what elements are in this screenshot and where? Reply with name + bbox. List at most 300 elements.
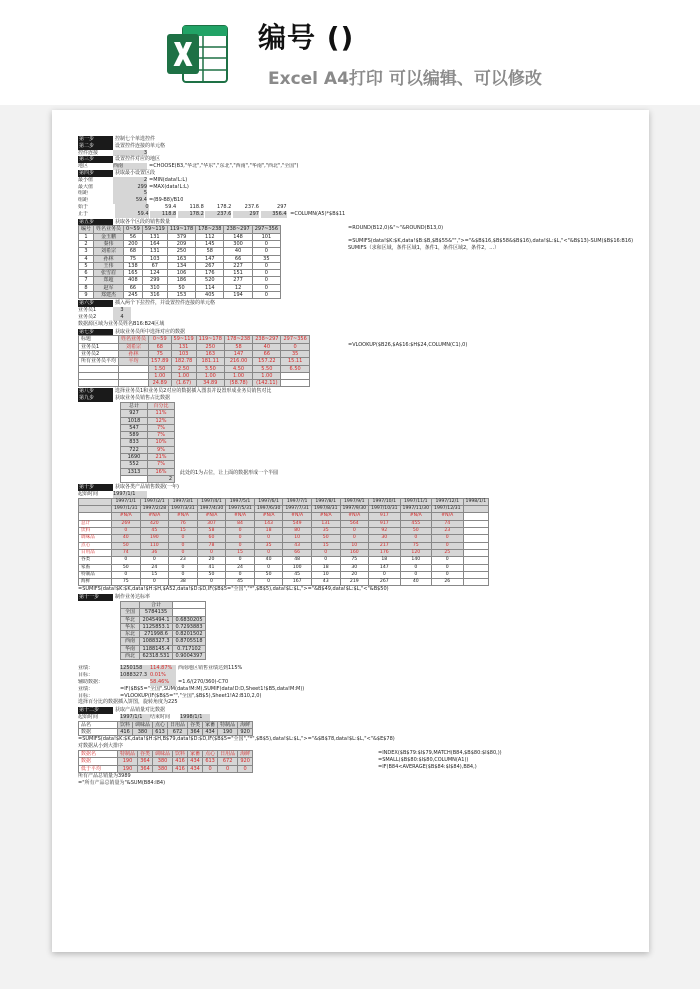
cell: 68 — [149, 343, 172, 350]
cell: 总计 — [121, 402, 148, 409]
cell: 26 — [432, 579, 463, 586]
cell: 0 — [197, 549, 226, 556]
cell: 250 — [167, 248, 195, 255]
cell: 谷类 — [138, 750, 153, 757]
sorted-table — [78, 750, 253, 773]
table-row — [79, 358, 310, 365]
cell: 50 — [167, 284, 195, 291]
cell: 获取各类产品销售数据(一年) — [115, 484, 179, 491]
cell: 1188145.4 — [140, 645, 173, 652]
cell: 低于平均 — [79, 765, 118, 772]
table-row — [79, 765, 253, 772]
cell: 郑超 — [94, 277, 124, 284]
cell: 0.6830205 — [173, 616, 206, 623]
cell: 24.89 — [149, 380, 172, 387]
cell: 1088327.3 — [120, 672, 150, 679]
cell — [119, 365, 149, 372]
table-row — [79, 372, 310, 379]
cell — [119, 372, 149, 379]
cell: 50 — [311, 535, 340, 542]
cell[interactable]: 4 — [113, 314, 131, 321]
cell: 4 — [79, 255, 94, 262]
cell: 调味品 — [153, 750, 173, 757]
cell: 138 — [124, 262, 143, 269]
cell: 310 — [142, 284, 167, 291]
cell: 刘希宗 — [94, 248, 124, 255]
cell: 41 — [197, 564, 226, 571]
cell: #N/A — [112, 513, 141, 520]
cell: 118.8 — [150, 211, 176, 218]
cell: 业务员1 — [78, 307, 97, 314]
cell: 140 — [400, 557, 431, 564]
cell — [79, 498, 112, 505]
cell: 1997/1/1 — [112, 498, 141, 505]
cell: 40 — [253, 343, 281, 350]
cell: 7% — [148, 432, 175, 439]
cell: 起始时间 — [78, 491, 99, 498]
cell: 75 — [112, 579, 141, 586]
product-table — [78, 721, 253, 737]
cell: 237.6 — [205, 211, 231, 218]
cell: 147 — [196, 255, 224, 262]
cell: 0 — [226, 542, 255, 549]
cell: 18 — [369, 557, 400, 564]
cell: 216.00 — [224, 358, 252, 365]
cell: 始于 — [78, 203, 89, 210]
cell: 131 — [142, 248, 167, 255]
cell: 地区 — [78, 163, 89, 170]
cell: 日用品 — [79, 549, 112, 556]
cell: 20 — [197, 557, 226, 564]
cell — [173, 602, 206, 609]
cell: 35 — [281, 350, 309, 357]
step-row — [78, 329, 638, 336]
cell: 380 — [153, 765, 173, 772]
cell: 45 — [226, 579, 255, 586]
cell: 151 — [224, 270, 252, 277]
cell: 1997/1/31 — [112, 506, 141, 513]
cell: 190 — [218, 729, 238, 736]
cell: 38 — [169, 579, 198, 586]
cell: 40 — [224, 248, 252, 255]
cell: 58 — [224, 343, 252, 350]
cell: 0 — [226, 528, 255, 535]
cell: 238~297 — [224, 226, 252, 233]
cell: 267 — [369, 579, 400, 586]
share-section — [78, 402, 638, 483]
cell: 1997/3/31 — [169, 506, 198, 513]
cell: 合计 — [140, 602, 173, 609]
cell: 364 — [138, 765, 153, 772]
cell: 6 — [79, 270, 94, 277]
cell: 297 — [277, 203, 287, 210]
cell: 15 — [311, 542, 340, 549]
cell: 0 — [252, 262, 280, 269]
cell: 组距 — [78, 197, 89, 204]
cell: 插入两个下拉控件，并设置控件连接的单元格 — [115, 300, 216, 307]
cell: 饮料 — [118, 721, 133, 728]
cell: 1997/5/31 — [226, 506, 255, 513]
cell: 50 — [254, 571, 283, 578]
cell: 1998/1/1 — [463, 498, 489, 505]
cell: 11% — [148, 410, 175, 417]
cell: 0 — [254, 549, 283, 556]
cell: 0 — [254, 535, 283, 542]
cell — [121, 602, 140, 609]
cell: 赵军 — [94, 284, 124, 291]
cell: 0 — [311, 549, 340, 556]
cell: 0 — [252, 240, 280, 247]
table-row — [121, 446, 175, 453]
table-row — [79, 498, 489, 505]
from-row — [78, 204, 638, 211]
table-row — [79, 292, 281, 299]
salesperson2-row — [78, 314, 638, 321]
cell: 调味品 — [79, 535, 112, 542]
cell: 45 — [283, 571, 312, 578]
table-row — [79, 579, 489, 586]
gap-row — [78, 190, 638, 197]
cell: (58.78) — [224, 380, 252, 387]
sheet-content — [78, 136, 638, 786]
cell: 1997/7/31 — [283, 506, 312, 513]
cell: 190 — [118, 765, 138, 772]
cell: 0 — [432, 564, 463, 571]
cell: 第十一步 — [78, 594, 113, 601]
cell: 200 — [124, 240, 143, 247]
cell: 第九步 — [78, 395, 113, 402]
cell: 9% — [148, 446, 175, 453]
cell: 238~297 — [253, 336, 281, 343]
table-row — [121, 402, 175, 409]
cell: 59.4 — [113, 197, 147, 204]
cell: 455 — [400, 520, 431, 527]
cell: 181.11 — [196, 358, 224, 365]
cell: =CHOOSE(B3,"华北","华东","东北","西南","华南","西北","全国") — [149, 163, 299, 170]
cell: #N/A — [400, 513, 431, 520]
cell: 307 — [197, 520, 226, 527]
cell: 0 — [197, 579, 226, 586]
cell: 0 — [340, 528, 369, 535]
table-row — [79, 262, 281, 269]
cell: 东北 — [121, 631, 140, 638]
cell: 190 — [118, 758, 138, 765]
cell: 第一步 — [78, 136, 113, 143]
cell: 0 — [252, 270, 280, 277]
cell: 点心 — [79, 542, 112, 549]
table-row — [121, 424, 175, 431]
cell: 58 — [196, 248, 224, 255]
table-row — [79, 535, 489, 542]
cell: 最小值 — [78, 176, 94, 183]
cell: 第二步 — [78, 143, 113, 150]
cell: 143 — [254, 520, 283, 527]
cell: 552 — [121, 461, 148, 468]
cell: 0 — [252, 284, 280, 291]
cell: 927 — [121, 410, 148, 417]
performance-row — [78, 665, 638, 672]
cell: 59~119 — [142, 226, 167, 233]
cell: #N/A — [169, 513, 198, 520]
cell: 520 — [196, 277, 224, 284]
cell: 0 — [203, 765, 218, 772]
cell: 157.89 — [149, 358, 172, 365]
table-row — [79, 729, 253, 736]
cell: 刘希宗 — [119, 343, 149, 350]
cell: 5784135 — [140, 609, 173, 616]
cell: 家畜 — [79, 564, 112, 571]
cell: 271998.6 — [140, 631, 173, 638]
cell: 1997/3/1 — [169, 498, 198, 505]
cell: (142.11) — [253, 380, 281, 387]
cell: 59.4 — [115, 211, 149, 218]
cell: 24 — [140, 564, 169, 571]
cell: 131 — [311, 520, 340, 527]
cell: 结束时间 — [150, 713, 171, 720]
cell: 416 — [173, 765, 188, 772]
cell: 1997/8/1 — [311, 498, 340, 505]
cell[interactable]: 3 — [113, 307, 131, 314]
cell: 获取各个区段的销售数量 — [115, 218, 171, 225]
cell: 0 — [432, 542, 463, 549]
cell: 第六步 — [78, 300, 113, 307]
cell: =COLUMN(A5)*$B$11 — [290, 210, 346, 217]
cell: 75 — [124, 255, 143, 262]
cell: 第七步 — [78, 329, 113, 336]
cell: 姓名业务员 — [119, 336, 149, 343]
cell: 日用品 — [168, 721, 188, 728]
cell: 0 — [112, 557, 141, 564]
cell: 380 — [133, 729, 153, 736]
cell: 设置控件连接的单元格 — [115, 142, 166, 149]
table-row — [121, 631, 206, 638]
cell: 孙林 — [94, 255, 124, 262]
cell: 80 — [283, 528, 312, 535]
cell: 1690 — [121, 454, 148, 461]
cell: 36 — [140, 549, 169, 556]
cell[interactable]: 西南 — [113, 163, 147, 170]
cell: 12 — [224, 284, 252, 291]
cell: 品名 — [79, 721, 118, 728]
formula-note: SUMIFS（求和区域，条件区域1，条件1，条件区域2，条件2，...） — [348, 245, 500, 252]
cell: 35 — [254, 542, 283, 549]
cell: 269 — [112, 520, 141, 527]
cell: 选择业务员1和业务员2对应的数据插入图表并设置形成业务员销售对比 — [115, 388, 272, 395]
step-row — [78, 395, 638, 402]
cell: 0.717102 — [173, 645, 206, 652]
cell: 917 — [369, 520, 400, 527]
cell: 0 — [169, 564, 198, 571]
cell: 0 — [169, 549, 198, 556]
cell: 日用品 — [218, 750, 238, 757]
cell: 1125853.1 — [140, 623, 173, 630]
cell: 张雪眉 — [94, 270, 124, 277]
cell: 43 — [311, 579, 340, 586]
cell: 第三步 — [78, 156, 113, 163]
table-row — [79, 542, 489, 549]
cell: 0 — [252, 292, 280, 299]
cell: 华东 — [121, 623, 140, 630]
compare-table — [78, 335, 310, 387]
cell: 48 — [283, 557, 312, 564]
formula-note: =SUMIFS(data!$K:$K,data!$H:$H,B$79,data!$D:$D,IF($B$5="全国","*",$B$5),data!$L:$L,">="&$B$78,data!$L:$L,"<"&$E$78) — [78, 736, 395, 743]
cell: #N/A — [140, 513, 169, 520]
cell: 186 — [167, 277, 195, 284]
step-row — [78, 136, 638, 143]
start-time-row — [78, 491, 638, 498]
sorted-section — [78, 750, 638, 773]
cell: 58 — [197, 528, 226, 535]
cell: 114 — [196, 284, 224, 291]
cell: 176 — [369, 549, 400, 556]
cell: 0.01% — [150, 672, 176, 679]
cell: 66 — [283, 549, 312, 556]
cell: 1997/12/31 — [432, 506, 463, 513]
cell: 标题 — [79, 336, 119, 343]
cell: 起始时间 — [78, 713, 99, 720]
cell: 549 — [283, 520, 312, 527]
table-row — [79, 350, 310, 357]
table-row — [121, 461, 175, 468]
cell: 217 — [369, 542, 400, 549]
table-row — [79, 557, 489, 564]
note-row: 选择百分比的数据插入饼图，旋转角度为225 — [78, 699, 178, 706]
cell: 119~178 — [196, 336, 224, 343]
table-row — [79, 506, 489, 513]
cell — [463, 513, 489, 520]
cell: 40 — [400, 579, 431, 586]
cell: 178~238 — [196, 226, 224, 233]
cell: 364 — [138, 758, 153, 765]
cell: 0 — [252, 277, 280, 284]
cell: 672 — [218, 758, 238, 765]
cell: 1997/8/31 — [311, 506, 340, 513]
table-row — [121, 609, 206, 616]
table-row — [79, 380, 310, 387]
cell: 孙林 — [119, 350, 149, 357]
table-row — [79, 750, 253, 757]
cell — [463, 506, 489, 513]
note-row: 数据源区域为业务员姓名B16:B24区域 — [78, 320, 165, 327]
cell: 1.50 — [149, 365, 172, 372]
cell — [79, 506, 112, 513]
cell: 1313 — [121, 468, 148, 475]
cell: 特制品 — [218, 721, 238, 728]
cell: 110 — [140, 542, 169, 549]
cell: 0 — [169, 535, 198, 542]
table-row — [121, 653, 206, 660]
cell: 饮料 — [173, 750, 188, 757]
cell: 0 — [169, 571, 198, 578]
cell: 业绩： — [78, 665, 94, 672]
cell: 2 — [79, 240, 94, 247]
cell: 167 — [283, 579, 312, 586]
cell: 0~59 — [124, 226, 143, 233]
cell: 920 — [238, 758, 253, 765]
cell: 178.2 — [217, 203, 232, 210]
cell: 4.50 — [224, 365, 252, 372]
cell: 178~238 — [224, 336, 252, 343]
note-row: ="所有产品总销量为"&SUM(B84:I84) — [78, 779, 166, 786]
note-row: 所有产品总销量为3989 — [78, 772, 131, 779]
cell: 1.00 — [253, 372, 281, 379]
cell: 103 — [171, 350, 196, 357]
cell: 0~59 — [149, 336, 172, 343]
cell: 家畜 — [188, 750, 203, 757]
cell: 277 — [224, 277, 252, 284]
table-row — [121, 623, 206, 630]
cell: 0 — [340, 535, 369, 542]
cell: 获取业务员销售占比数据 — [115, 395, 171, 402]
salesperson1-row — [78, 307, 638, 314]
cell: =MIN(data!L:L) — [149, 176, 188, 183]
cell: 145 — [196, 240, 224, 247]
cell: 2.50 — [171, 365, 196, 372]
cell — [463, 549, 489, 556]
cell: 1997/2/28 — [140, 506, 169, 513]
cell: 15.11 — [281, 358, 309, 365]
cell: 目标： — [78, 692, 94, 699]
cell: 75 — [400, 542, 431, 549]
cell: 0 — [140, 557, 169, 564]
cell: 华北 — [121, 616, 140, 623]
cell[interactable]: 5 — [113, 190, 147, 197]
control-link-row — [78, 150, 638, 157]
table-row — [79, 571, 489, 578]
cell: 100 — [283, 564, 312, 571]
dist-row — [78, 197, 638, 204]
step-row — [78, 143, 638, 150]
cell: 160 — [340, 549, 369, 556]
cell: 0.8705518 — [173, 638, 206, 645]
cell: =MAX(data!L:L) — [149, 183, 189, 190]
cell: 60 — [197, 535, 226, 542]
cell: 平均 — [119, 358, 149, 365]
cell: 297~356 — [281, 336, 309, 343]
cell: 15 — [140, 571, 169, 578]
cell: 416 — [173, 758, 188, 765]
cell: =1.6/(270/360)-C70 — [178, 678, 229, 685]
cell: 157.22 — [253, 358, 281, 365]
cell: =IF($B$5="全国",SUM(data!M:M),SUMIF(data!D:D,Sheet1!$B5,data!M:M)) — [120, 685, 305, 692]
cell: 第十二步 — [78, 707, 113, 714]
cell: 0.7293883 — [173, 623, 206, 630]
table-row — [79, 343, 310, 350]
cell: 147 — [224, 350, 252, 357]
cell[interactable]: 1997/1/1 — [113, 491, 147, 498]
cell: 250 — [196, 343, 224, 350]
cell: 416 — [118, 729, 133, 736]
cell: 20 — [340, 571, 369, 578]
cell: 2 — [113, 177, 147, 184]
cell — [79, 380, 119, 387]
cell: 12% — [148, 417, 175, 424]
cell: 点心 — [203, 750, 218, 757]
cell[interactable]: 3 — [113, 150, 147, 157]
note-row: 对数据从小到大排序 — [78, 743, 124, 750]
cell: 7% — [148, 461, 175, 468]
cell: 1997/2/1 — [140, 498, 169, 505]
cell: 0 — [140, 579, 169, 586]
cell: 103 — [142, 255, 167, 262]
table-row — [79, 549, 489, 556]
cell: 227 — [224, 262, 252, 269]
cell: 124 — [142, 270, 167, 277]
cell: 最大值 — [78, 183, 94, 190]
cell: 59~119 — [171, 336, 196, 343]
table-row — [79, 284, 281, 291]
table-row — [79, 520, 489, 527]
